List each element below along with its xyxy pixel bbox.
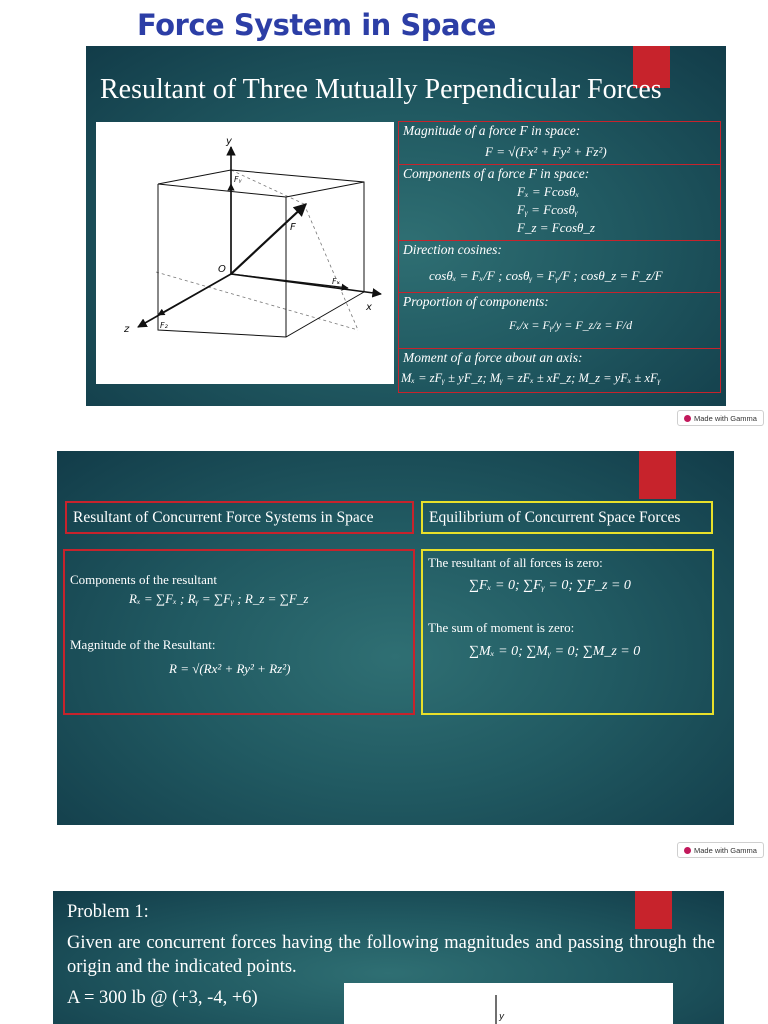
moment-formula: Mₓ = zFᵧ ± yF_z; Mᵧ = zFₓ ± xF_z; M_z = yFₓ ± xFᵧ [401,371,661,385]
gamma-logo-icon [684,847,691,854]
axis-label-y: y [226,136,232,147]
section-moment [398,348,721,393]
force-label-fy: Fᵧ [234,175,242,184]
forces-zero-formula: ∑Fₓ = 0; ∑Fᵧ = 0; ∑F_z = 0 [469,578,631,593]
resultant-content-box [63,549,415,715]
force-label-fz: F₂ [160,321,168,330]
force-label-fx: Fₓ [332,277,341,286]
magnitude-formula: F = √(Fx² + Fy² + Fz²) [485,144,607,159]
section-direction-cosines [398,240,721,293]
problem-diagram [344,983,673,1024]
force-box-diagram [96,122,394,384]
components-label: Components of a force F in space: [403,166,590,181]
gamma-logo-icon [684,415,691,422]
magnitude-resultant-label: Magnitude of the Resultant: [70,637,216,652]
proportion-formula: Fₓ/x = Fᵧ/y = F_z/z = F/d [509,318,633,332]
components-resultant-formula: Rₓ = ∑Fₓ ; Rᵧ = ∑Fᵧ ; R_z = ∑F_z [129,591,309,606]
made-with-gamma-badge[interactable] [677,410,764,426]
forces-zero-label: The resultant of all forces is zero: [428,555,603,570]
moment-label: Moment of a force about an axis: [403,350,583,365]
bookmark-ribbon [635,891,672,929]
magnitude-label: Magnitude of a force F in space: [403,123,581,138]
problem-description: Given are concurrent forces having the following magnitudes and passing through the origin and the indicated points. [67,933,715,977]
header-equilibrium-label: Equilibrium of Concurrent Space Forces [429,508,681,526]
section-components [398,164,721,241]
made-with-gamma-badge[interactable] [677,842,764,858]
page-title: Force System in Space [137,8,496,42]
components-resultant-label: Components of the resultant [70,572,217,587]
slide-resultant-perpendicular [86,46,726,406]
origin-label: O [218,264,226,275]
formula-panel [398,121,721,395]
axis-label-y: y [499,1012,505,1022]
axis-label-z: z [124,324,130,335]
axis-label-x: x [366,302,372,313]
slide-concurrent-forces [57,451,734,825]
proportion-label: Proportion of components: [403,294,549,309]
slide-heading: Resultant of Three Mutually Perpendicular Forces [100,74,662,105]
force-label-f: F [290,222,296,233]
magnitude-resultant-formula: R = √(Rx² + Ry² + Rz²) [169,661,291,676]
bookmark-ribbon [639,451,676,499]
section-magnitude [398,121,721,165]
moment-zero-formula: ∑Mₓ = 0; ∑Mᵧ = 0; ∑M_z = 0 [469,644,641,659]
component-fy: Fᵧ = Fcosθᵧ [517,202,578,217]
component-fz: F_z = Fcosθ_z [517,220,595,235]
section-proportion [398,292,721,349]
header-resultant-label: Resultant of Concurrent Force Systems in Space [73,508,374,526]
moment-zero-label: The sum of moment is zero: [428,620,575,635]
badge-label: Made with Gamma [694,413,757,423]
badge-label: Made with Gamma [694,845,757,855]
equilibrium-content-box [421,549,714,715]
component-fx: Fₓ = Fcosθₓ [517,184,580,199]
direction-formula: cosθₓ = Fₓ/F ; cosθᵧ = Fᵧ/F ; cosθ_z = F_z/F [429,268,663,283]
header-resultant-concurrent [65,501,414,534]
header-equilibrium [421,501,713,534]
slide-problem-1 [53,891,724,1024]
problem-title: Problem 1: [67,902,149,922]
force-a-spec: A = 300 lb @ (+3, -4, +6) [67,988,258,1008]
direction-label: Direction cosines: [403,242,502,257]
